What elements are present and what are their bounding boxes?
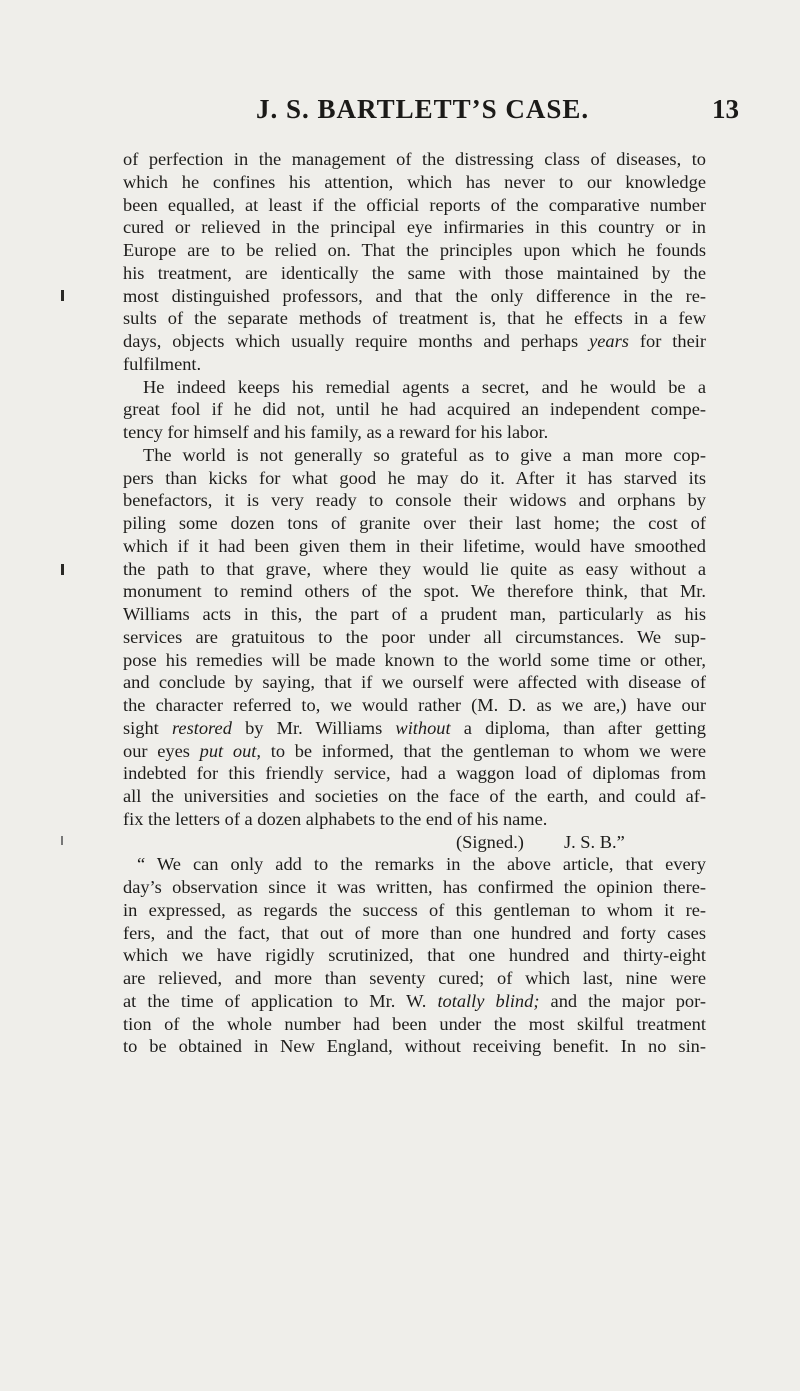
text-line (123, 421, 706, 444)
text-run: sight (123, 717, 172, 738)
text-line (123, 558, 706, 581)
text-line (123, 535, 706, 558)
text-run: to be obtained in New England, without receiving benefit. In no sin- (123, 1036, 706, 1057)
text-run: a diploma, than after getting (450, 717, 706, 738)
text-run: the path to that grave, where they would lie quite as easy without a (123, 558, 706, 579)
margin-mark (61, 290, 64, 301)
text-line (123, 626, 706, 649)
text-line (123, 467, 706, 490)
text-run: which if it had been given them in their lifetime, would have smoothed (123, 535, 706, 556)
text-run: cured or relieved in the principal eye infirmaries in this country or in (123, 217, 706, 238)
text-run: Williams acts in this, the part of a prudent man, particularly as his (123, 604, 706, 624)
text-run: He indeed keeps his remedial agents a secret, and he would be a (143, 376, 706, 397)
text-line (123, 307, 706, 330)
body-text (123, 148, 706, 1058)
running-title: J. S. BARTLETT’S CASE. (256, 94, 590, 124)
text-run: most distinguished professors, and that the only difference in the re- (123, 285, 706, 306)
text-run: piling some dozen tons of granite over their last home; the cost of (123, 513, 706, 533)
text-run: “ We can only add to the remarks in the above article, that every (137, 854, 706, 875)
text-line (123, 808, 706, 831)
italic-text: restored (171, 717, 232, 738)
text-line (123, 853, 706, 876)
text-line (123, 512, 706, 535)
text-line (123, 489, 706, 512)
italic-text: totally blind; (437, 990, 540, 1011)
text-line (123, 216, 706, 239)
signature-initials: J. S. B.” (563, 831, 625, 852)
text-run: and conclude by saying, that if we ourself were affected with disease of (123, 672, 706, 693)
text-run: in expressed, as regards the success of this gentleman to whom it re- (123, 899, 706, 920)
text-run: great fool if he did not, until he had acquired an independent compe- (123, 399, 706, 420)
text-line (123, 785, 706, 808)
text-run: pose his remedies will be made known to the world some time or other, (123, 649, 706, 670)
text-run: monument to remind others of the spot. We therefore think, that Mr. (123, 581, 706, 602)
italic-text: put out, (199, 740, 261, 761)
text-run: day’s observation since it was written, has confirmed the opinion there- (123, 877, 706, 897)
text-run: benefactors, it is very ready to console their widows and orphans by (123, 490, 706, 511)
italic-text: years (589, 331, 629, 351)
text-run: pers than kicks for what good he may do it. After it has starved its (123, 467, 706, 488)
text-line (123, 398, 706, 421)
text-line (123, 330, 706, 353)
text-run: fers, and the fact, that out of more than one hundred and forty cases (123, 922, 706, 943)
text-line (123, 649, 706, 672)
text-line (123, 444, 706, 467)
text-line (123, 376, 706, 399)
text-run: days, objects which usually require months and perhaps (123, 331, 590, 351)
text-line (123, 353, 706, 376)
text-run: our eyes (123, 740, 200, 761)
page-number: 13 (712, 94, 739, 124)
text-line (123, 899, 706, 922)
text-line (123, 717, 706, 740)
text-line (123, 239, 706, 262)
text-run: The world is not generally so grateful as to give a man more cop- (143, 444, 706, 465)
text-line (123, 762, 706, 785)
text-run: at the time of application to Mr. W. (123, 990, 438, 1011)
text-run: for their (628, 331, 706, 351)
text-run: tion of the whole number had been under the most skilful treatment (123, 1013, 706, 1034)
text-run: indebted for this friendly service, had a waggon load of diplomas from (123, 763, 706, 784)
signature-line (123, 831, 706, 854)
text-run: which he confines his attention, which has never to our knowledge (123, 171, 706, 192)
text-run: fix the letters of a dozen alphabets to the end of his name. (123, 808, 548, 829)
margin-mark (61, 564, 64, 575)
text-run: are relieved, and more than seventy cured; of which last, nine were (123, 968, 706, 988)
text-run: of perfection in the management of the distressing class of diseases, to (123, 149, 706, 169)
text-run: Europe are to be relied on. That the principles upon which he founds (123, 240, 706, 260)
text-run: the character referred to, we would rather (M. D. as we are,) have our (123, 695, 706, 715)
text-line (123, 580, 706, 603)
text-run: his treatment, are identically the same with those maintained by the (123, 262, 706, 283)
text-line (123, 194, 706, 217)
text-run: and the major por- (539, 990, 706, 1011)
margin-mark (61, 836, 63, 845)
text-run: to be informed, that the gentleman to whom we were (260, 740, 707, 761)
italic-text: without (395, 717, 451, 738)
text-line (123, 671, 706, 694)
text-line (123, 603, 706, 626)
text-run: fulfilment. (123, 353, 202, 374)
text-line (123, 1035, 706, 1058)
text-run: sults of the separate methods of treatment is, that he effects in a few (123, 308, 706, 329)
text-line (123, 171, 706, 194)
text-line (123, 1013, 706, 1036)
text-line (123, 740, 706, 763)
text-run: been equalled, at least if the official reports of the comparative number (123, 194, 706, 215)
text-run: (Signed.) (456, 831, 524, 852)
text-run: all the universities and societies on the face of the earth, and could af- (123, 786, 706, 806)
text-run: which we have rigidly scrutinized, that one hundred and thirty-eight (123, 945, 706, 966)
text-line (123, 990, 706, 1013)
text-line (123, 694, 706, 717)
text-line (123, 262, 706, 285)
text-line (123, 922, 706, 945)
text-line (123, 148, 706, 171)
text-run: by Mr. Williams (231, 717, 396, 738)
text-line (123, 876, 706, 899)
text-line (123, 944, 706, 967)
text-run: services are gratuitous to the poor under all circumstances. We sup- (123, 626, 706, 647)
text-run: tency for himself and his family, as a reward for his labor. (123, 422, 549, 442)
text-line (123, 967, 706, 990)
text-line (123, 285, 706, 308)
